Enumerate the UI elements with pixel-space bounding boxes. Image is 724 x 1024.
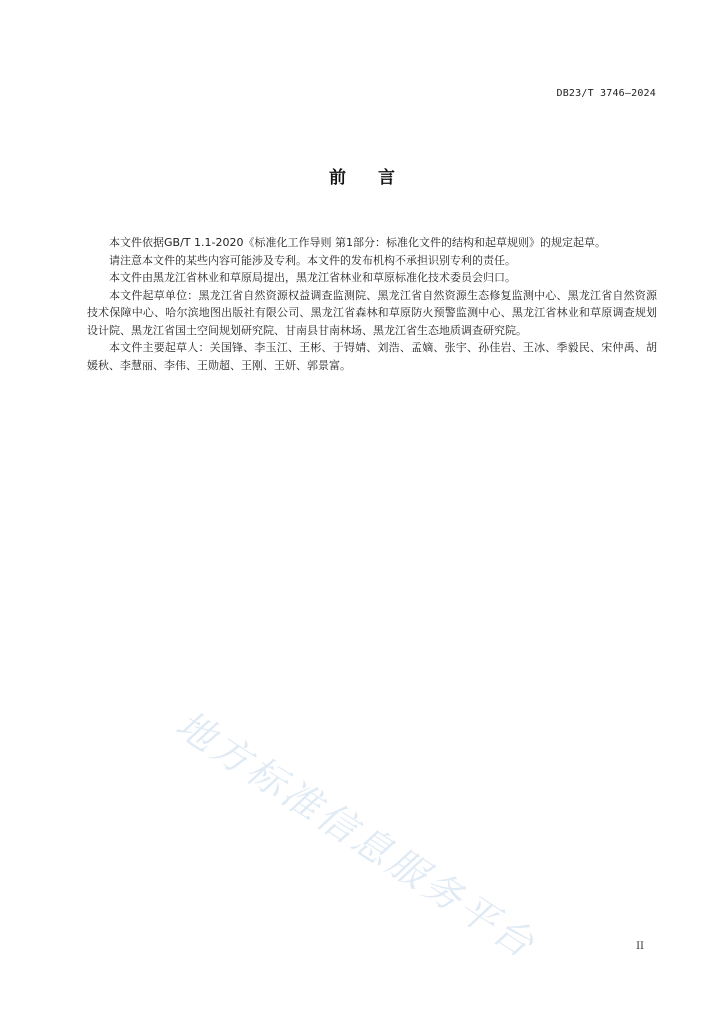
document-code: DB23/T 3746—2024 xyxy=(556,88,656,99)
paragraph-proposer: 本文件由黑龙江省林业和草原局提出，黑龙江省林业和草原标准化技术委员会归口。 xyxy=(109,271,516,284)
page-title: 前言 xyxy=(329,168,427,188)
paragraph-drafters: 本文件主要起草人：关国锋、李玉江、王彬、于锝婧、刘浩、孟嫡、张宇、孙佳岩、王冰、季毅民、宋仲禹、胡媛秋、李慧丽、李伟、王勋超、王刚、王妍、郭景富。 xyxy=(87,341,657,372)
paragraph-basis: 本文件依据GB/T 1.1-2020《标准化工作导则 第1部分：标准化文件的结构和起草规则》的规定起草。 xyxy=(109,236,606,249)
page-number: II xyxy=(636,941,644,952)
paragraph-drafting-units: 本文件起草单位：黑龙江省自然资源权益调查监测院、黑龙江省自然资源生态修复监测中心、黑龙江省自然资源技术保障中心、哈尔滨地图出版社有限公司、黑龙江省森林和草原防火预警监测中心、黑龙江省林业和草原调查规划设计院、黑龙江省国土空间规划研究院、甘南县甘南林场、黑龙江省生态地质调查研究院。 xyxy=(87,288,657,337)
foreword-body xyxy=(87,234,657,374)
paragraph-patent-notice: 请注意本文件的某些内容可能涉及专利。本文件的发布机构不承担识别专利的责任。 xyxy=(109,253,516,267)
watermark: 地方标准信息服务平台 xyxy=(168,701,545,968)
